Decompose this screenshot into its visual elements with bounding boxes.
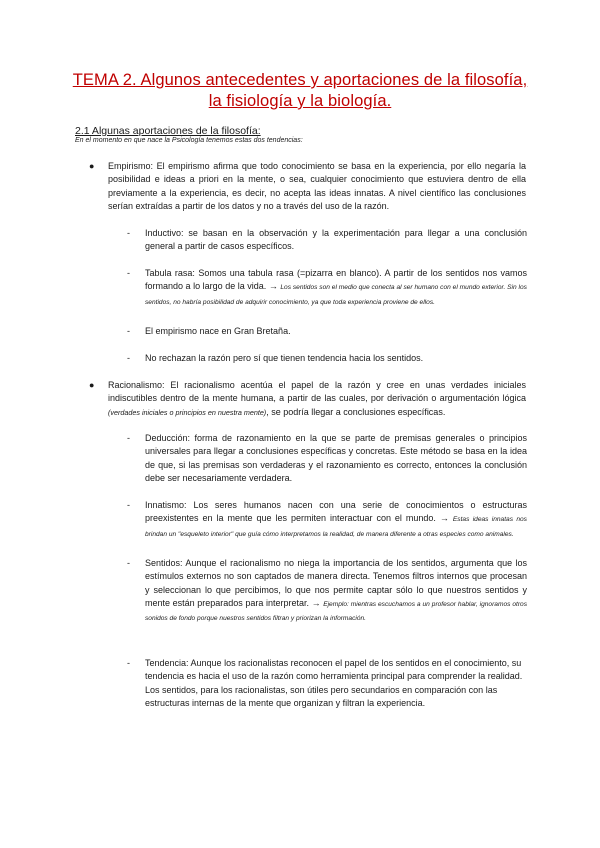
bullet-marker: ● — [89, 380, 95, 390]
sub-item-gran-bretana — [127, 325, 527, 338]
sub-item-text: No rechazan la razón pero sí que tienen tendencia hacia los sentidos. — [145, 353, 424, 363]
bullet-racionalismo — [89, 379, 526, 419]
empirismo-text: Empirismo: El empirismo afirma que todo conocimiento se basa en la experiencia, por ello negaría la posibilidad e ideas a priori en la mente, o sea, cualquier conocimiento que estuviera dentro de ella previamente a la experiencia, es decir, no acepta las ideas innatas. A nivel científico las conclusiones serían extraídas a partir de los datos y no a través del uso de la razón. — [108, 161, 526, 211]
sub-item-note: Estas ideas innatas nos brindan un "esqueleto interior" que guía cómo interpretamos la realidad, de manera diferente a otras especies como animales. — [145, 516, 527, 538]
dash-marker: - — [127, 353, 130, 363]
bullet-marker: ● — [89, 161, 95, 171]
sub-item-text: El empirismo nace en Gran Bretaña. — [145, 326, 291, 336]
dash-marker: - — [127, 228, 130, 238]
bullet-empirismo — [89, 160, 526, 213]
sub-item-sentidos — [127, 557, 527, 625]
sub-item-text: Sentidos: Aunque el racionalismo no niega la importancia de los sentidos, argumenta que los estímulos externos no son captados de manera directa. Tenemos filtros internos que procesan y seleccionan lo que percibimos, lo que nos permite captar sólo lo que nuestros sentidos y mente están preparados para interpretar. → — [145, 558, 527, 608]
page-title — [60, 70, 540, 112]
sub-item-innatismo — [127, 499, 527, 541]
dash-marker: - — [127, 326, 130, 336]
sub-item-inductivo — [127, 227, 527, 254]
dash-marker: - — [127, 433, 130, 443]
sub-item-text: Tendencia: Aunque los racionalistas reconocen el papel de los sentidos en el conocimiento, su tendencia es hacia el uso de la razón como herramienta principal para comprender la realidad. Los sentidos, para los racionalistas, son útiles pero secundarios en comparación con las estructuras internas de la mente que organizan y filtran la experiencia. — [145, 658, 523, 708]
sub-item-text: Tabula rasa: Somos una tabula rasa (=pizarra en blanco). A partir de los sentidos nos vamos formando a lo largo de la vida. → — [145, 268, 527, 292]
dash-marker: - — [127, 268, 130, 278]
sub-item-text: Innatismo: Los seres humanos nacen con una serie de conocimientos o estructuras preexistentes en la mente que les permiten interactuar con el mundo. → — [145, 500, 527, 524]
section-intro: En el momento en que nace la Psicología tenemos estas dos tendencias: — [75, 137, 303, 144]
sub-item-tabula-rasa — [127, 267, 527, 309]
title-line-1: TEMA 2. Algunos antecedentes y aportaciones de la filosofía, — [72, 71, 528, 89]
sub-item-note: Ejemplo: mientras escuchamos a un profesor hablar, ignoramos otros sonidos de fondo porque nuestros sentidos filtran y priorizan la información. — [145, 600, 527, 623]
sub-item-text: Inductivo: se basan en la observación y la experimentación para llegar a una conclusión general a partir de casos específicos. — [145, 228, 527, 252]
sub-item-tendencia — [127, 657, 527, 710]
dash-marker: - — [127, 658, 130, 668]
dash-marker: - — [127, 558, 130, 568]
racionalismo-text-b: , se podría llegar a conclusiones específicas. — [266, 406, 446, 417]
sub-item-deduccion — [127, 432, 527, 485]
title-line-2: la fisiología y la biología. — [208, 92, 392, 110]
racionalismo-text-a: Racionalismo: El racionalismo acentúa el papel de la razón y cree en unas verdades iniciales indiscutibles dentro de la mente humana, a partir de las cuales, por derivación o argumentación lógica — [108, 380, 526, 404]
sub-item-note: Los sentidos son el medio que conecta al ser humano con el mundo exterior. Sin los sentidos, no habría posibilidad de adquirir conocimiento, ya que toda experiencia proviene de ellos. — [145, 284, 527, 306]
section-heading: 2.1 Algunas aportaciones de la filosofía: — [75, 125, 261, 137]
sub-item-text: Deducción: forma de razonamiento en la que se parte de premisas generales o principios universales para llegar a conclusiones específicas y concretas. Este método se basa en la idea de que, si las premisas son verdaderas y el razonamiento es correcto, entonces la conclusión debe ser necesariamente verdadera. — [145, 433, 527, 483]
racionalismo-text-note: (verdades iniciales o principios en nuestra mente) — [108, 407, 267, 417]
dash-marker: - — [127, 500, 130, 510]
sub-item-razon — [127, 352, 527, 365]
